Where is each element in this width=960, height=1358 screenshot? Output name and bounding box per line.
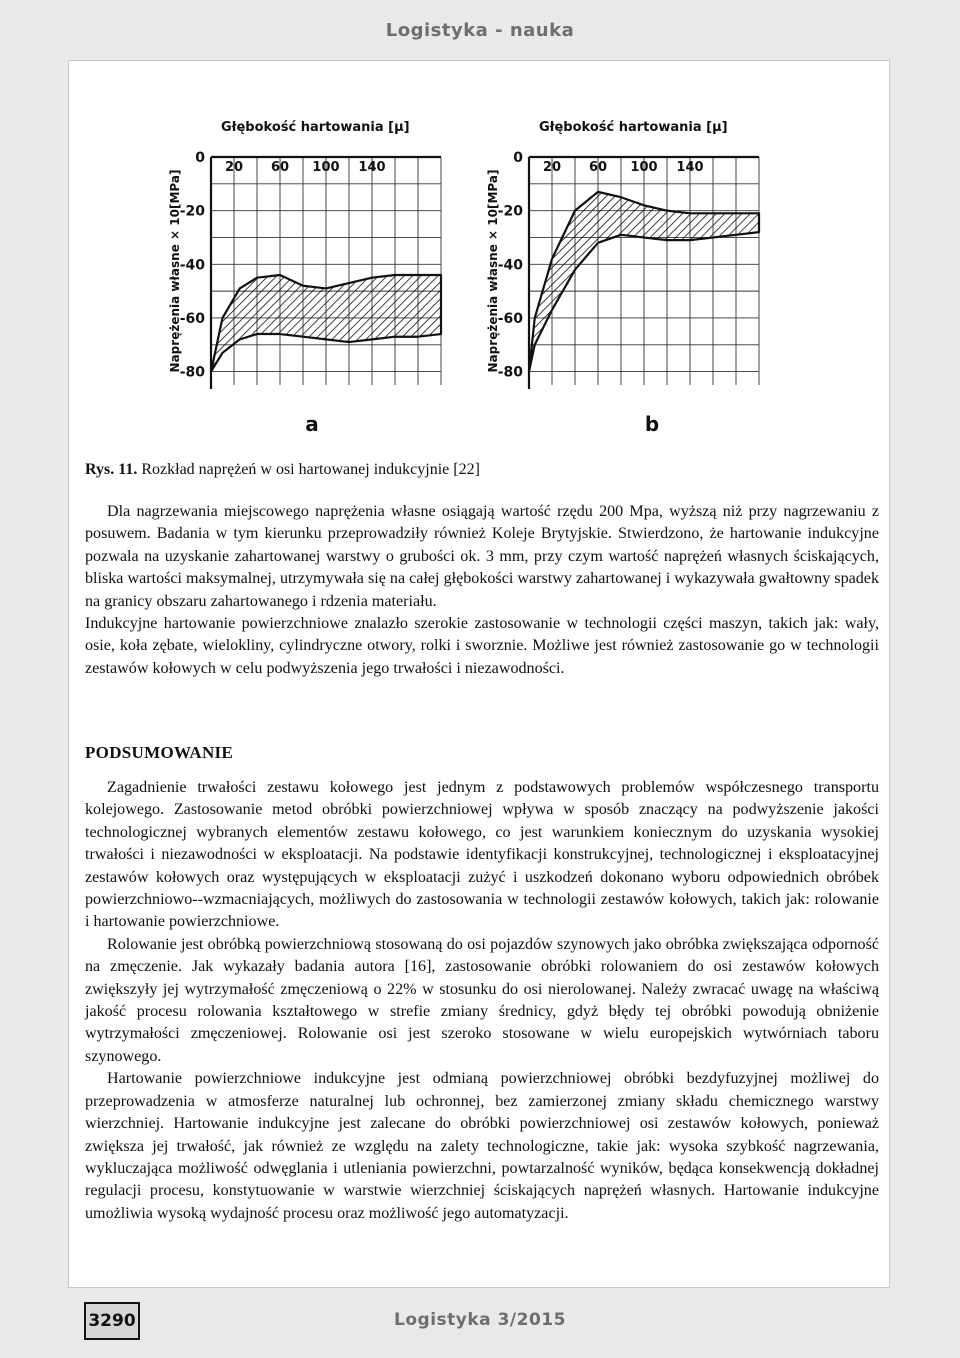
x-tick-label: 140 <box>358 160 386 175</box>
y-tick-label: -60 <box>497 310 523 327</box>
paragraph-3: Zagadnienie trwałości zestawu kołowego jest jednym z podstawowych problemów współczesnego transportu kolejowego. Zastosowanie metod obróbki powierzchniowej wpływa w sposób znaczący na podwyższenie jakości technologicznej wybranych elementów zestawu kołowego, co jest warunkiem koniecznym do uzyskania wysokiej trwałości i niezawodności w eksploatacji. Na podstawie identyfikacji konstrukcyjnej, technologicznej i eksploatacyjnej zestawów kołowych oraz występujących w eksploatacji zużyć i uszkodzeń dokonano wyboru odpowiednich obróbek powierzchniowo--wzmacniających, możliwych do zastosowania w technologii zestawów kołowych, takich jak: rolowanie i hartowanie powierzchniowe. <box>85 779 879 931</box>
y-tick-label: 0 <box>513 150 523 166</box>
chart-title: Głębokość hartowania [μ] <box>221 120 410 135</box>
y-tick-label: -20 <box>497 203 523 220</box>
panel-label: b <box>644 412 660 436</box>
y-tick-label: -80 <box>497 364 523 381</box>
journal-footer: Logistyka 3/2015 <box>394 1310 566 1330</box>
x-tick-label: 20 <box>542 160 562 175</box>
paragraph-5: Hartowanie powierzchniowe indukcyjne jest odmianą powierzchniowej obróbki bezdyfuzyjnej możliwej do przeprowadzenia w atmosferze naturalnej lub ochronnej, bez zamierzonej zmiany składu chemicznego warstwy wierzchniej. Hartowanie indukcyjne jest zalecane do obróbki powierzchniowej osi zestawów kołowych, ponieważ zwiększa jej trwałość, jak również ze względu na zalety technologiczne, takie jak: wysoka szybkość nagrzewania, wykluczająca możliwość odwęglania i utleniania powierzchni, powtarzalność wyników, będąca konsekwencją dokładnej regulacji procesu, konstytuowanie w warstwie wierzchniej ściskających naprężeń własnych. Hartowanie indukcyjne umożliwia wysoką wydajność procesu oraz możliwość jego automatyzacji. <box>85 1070 879 1222</box>
chart-a <box>159 113 489 443</box>
chart-title: Głębokość hartowania [μ] <box>539 120 728 135</box>
figure-caption <box>85 459 875 481</box>
running-header: Logistyka - nauka <box>385 20 575 41</box>
body-section-2 <box>85 777 879 1225</box>
paragraph-2: Indukcyjne hartowanie powierzchniowe znalazło szerokie zastosowanie w technologii części maszyn, takich jak: wały, osie, koła zębate, wielokliny, cylindryczne otwory, rolki i sworznie. Możliwe jest również zastosowanie go w technologii zestawów kołowych w celu podwyższenia jego trwałości i niezawodności. <box>85 615 879 677</box>
y-tick-label: -60 <box>179 310 205 327</box>
x-tick-label: 100 <box>630 160 658 175</box>
section-heading: PODSUMOWANIE <box>85 743 234 762</box>
grid <box>211 157 441 385</box>
x-tick-label: 100 <box>312 160 340 175</box>
caption-text: Rozkład naprężeń w osi hartowanej indukcyjnie [22] <box>137 461 480 478</box>
panel-label: a <box>305 412 319 436</box>
x-tick-label: 60 <box>270 160 290 175</box>
x-tick-label: 20 <box>224 160 244 175</box>
x-tick-label: 140 <box>676 160 704 175</box>
page-content <box>68 60 890 1288</box>
y-tick-label: -40 <box>179 257 205 274</box>
caption-label: Rys. 11. <box>85 461 138 478</box>
chart-b <box>477 113 807 443</box>
y-axis-label: Naprężenia własne × 10[MPa] <box>486 169 500 373</box>
x-tick-label: 60 <box>588 160 608 175</box>
page-number: 3290 <box>84 1302 140 1340</box>
body-section-1 <box>85 501 879 680</box>
y-axis-label: Naprężenia własne × 10[MPa] <box>168 169 182 373</box>
y-tick-label: -40 <box>497 257 523 274</box>
y-tick-label: 0 <box>195 150 205 166</box>
y-tick-label: -20 <box>179 203 205 220</box>
paragraph-4: Rolowanie jest obróbką powierzchniową stosowaną do osi pojazdów szynowych jako obróbka zwiększająca odporność na zmęczenie. Jak wykazały badania autora [16], zastosowanie obróbki rolowaniem do osi zestawów kołowych zwiększyły jej wytrzymałość zmęczeniową o 22% w stosunku do osi nierolowanej. Należy zwracać uwagę na właściwą jakość procesu rolowania kształtowego w strefie zmiany średnicy, gdyż błędy tej obróbki powodują obniżenie wytrzymałości zmęczeniowej. Rolowanie osi jest szeroko stosowane w wielu europejskich wytwórniach taboru szynowego. <box>85 935 879 1065</box>
paragraph-1: Dla nagrzewania miejscowego naprężenia własne osiągają wartość rzędu 200 Mpa, wyższą niż przy nagrzewaniu z posuwem. Badania w tym kierunku przeprowadziły również Koleje Brytyjskie. Stwierdzono, że hartowanie indukcyjne pozwala na uzyskanie zahartowanej warstwy o grubości ok. 3 mm, przy czym wartość naprężeń własnych ściskających, bliska wartości maksymalnej, utrzymywała się na całej głębokości warstwy zahartowanej i wykazywała gwałtowny spadek na granicy obszaru zahartowanego i rdzenia materiału. <box>85 503 879 610</box>
y-tick-label: -80 <box>179 364 205 381</box>
